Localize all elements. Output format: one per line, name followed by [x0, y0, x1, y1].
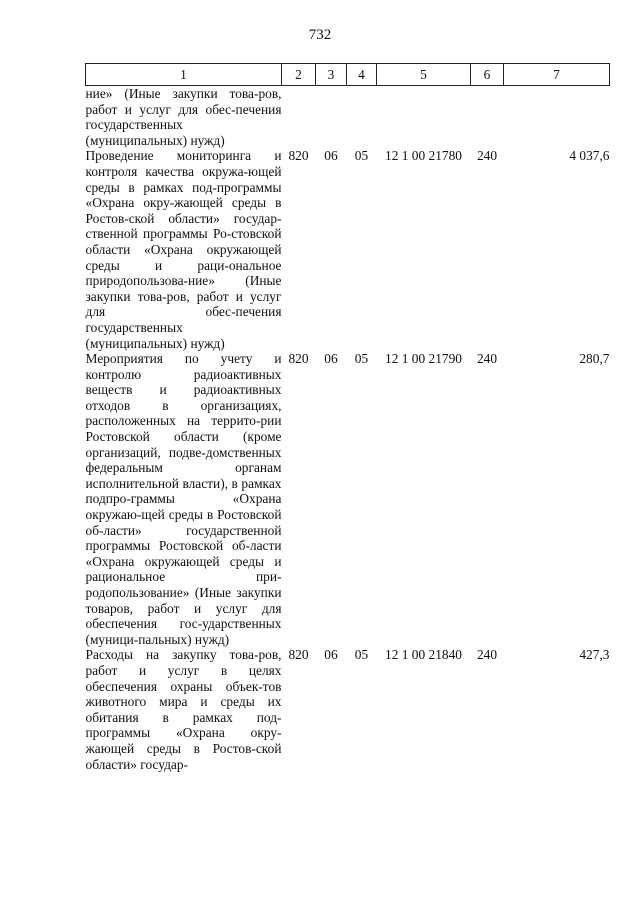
row-target-code	[377, 86, 471, 149]
column-header-5: 5	[377, 64, 471, 86]
row-description: Мероприятия по учету и контролю радиоактивных веществ и радиоактивных отходов в организациях, расположенных на террито-рии Ростовской области (кроме организаций, подве-домственных федеральным органам исполнительной власти), в рамках подпро-граммы «Охрана окружаю-щей среды в Ростовской об-ласти» государственной программы Ростовской об-ласти «Охрана окружающей среды и рациональное при-родопользование» (Иные закупки товаров, работ и услуг для обеспечения гос-ударственных (муници-пальных) нужд)	[85, 351, 282, 647]
row-section: 06	[324, 351, 338, 367]
row-gov-code: 820	[288, 148, 309, 164]
row-gov-code: 820	[288, 647, 309, 663]
row-expense-type: 240	[476, 351, 498, 367]
row-section: 06	[324, 148, 338, 164]
row-description: Расходы на закупку това-ров, работ и услуг в целях обеспечения охраны объек-тов животного мира и среды их обитания в рамках под-программы «Охрана окру-жающей среды в Ростов-ской области» государ-	[85, 647, 282, 772]
column-header-3: 3	[316, 64, 347, 86]
row-expense-type: 240	[476, 148, 498, 164]
row-description: ние» (Иные закупки това-ров, работ и услуг для обес-печения государственных (муниципальных) нужд)	[85, 86, 282, 148]
row-gov-code: 820	[288, 351, 309, 367]
row-amount: 280,7	[579, 351, 610, 367]
table-row	[86, 647, 610, 772]
row-subsection	[347, 86, 377, 149]
row-section: 06	[324, 647, 338, 663]
row-subsection: 05	[354, 148, 369, 164]
row-target-code: 12 1 00 21790	[385, 351, 462, 367]
budget-table	[85, 63, 610, 772]
row-amount: 4 037,6	[569, 148, 610, 164]
row-section	[316, 86, 347, 149]
row-subsection: 05	[354, 647, 369, 663]
page-number: 732	[308, 27, 332, 43]
row-target-code: 12 1 00 21780	[385, 148, 462, 164]
column-header-7: 7	[504, 64, 610, 86]
row-subsection: 05	[354, 351, 369, 367]
column-header-1: 1	[86, 64, 282, 86]
table-row	[86, 148, 610, 351]
row-target-code: 12 1 00 21840	[385, 647, 462, 663]
table-row	[86, 86, 610, 149]
column-header-4: 4	[347, 64, 377, 86]
row-description: Проведение мониторинга и контроля качества окружа-ющей среды в рамках под-программы «Охрана окру-жающей среды в Ростов-ской области» государ-ственной программы Ро-стовской области «Охрана окружающей среды и раци-ональное природопользова-ние» (Иные закупки това-ров, работ и услуг для обес-печения государственных (муниципальных) нужд)	[85, 148, 282, 351]
row-expense-type: 240	[476, 647, 498, 663]
row-amount: 427,3	[579, 647, 610, 663]
row-expense-type	[471, 86, 504, 149]
column-header-2: 2	[282, 64, 316, 86]
table-header-row	[86, 64, 610, 86]
row-amount	[504, 86, 610, 149]
column-header-6: 6	[471, 64, 504, 86]
row-gov-code	[282, 86, 316, 149]
table-row	[86, 351, 610, 647]
